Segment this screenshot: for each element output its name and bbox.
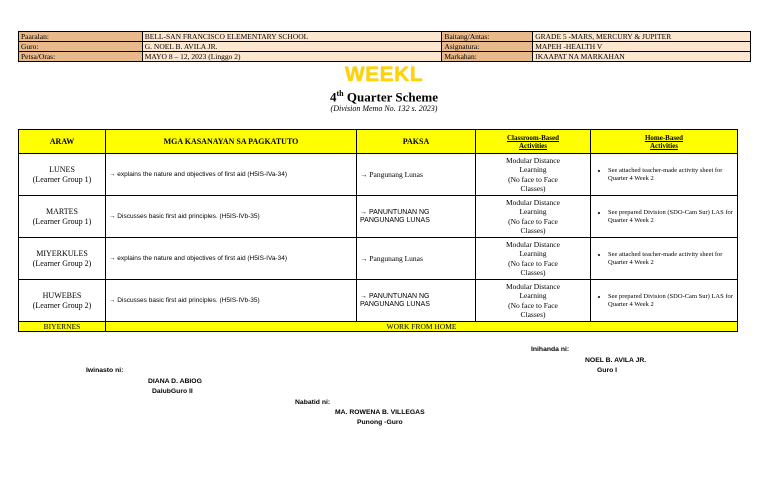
learner-group: (Learner Group 2) (32, 300, 92, 310)
subject-label: Asignatura: (442, 42, 533, 52)
prepared-by-name: NOEL B. AVILA JR. (585, 357, 647, 364)
noted-by-title: Punong -Guro (357, 419, 403, 426)
learner-group: (Learner Group 1) (32, 174, 92, 184)
mode-line: Learning (519, 165, 547, 174)
grade-value: GRADE 5 -MARS, MERCURY & JUPITER (533, 32, 751, 42)
table-row (19, 196, 738, 238)
table-row (19, 280, 738, 322)
quarter-label: Markahan: (442, 52, 533, 62)
col-header-competency: MGA KASANAYAN SA PAGKATUTO (106, 130, 357, 154)
classroom-activity-cell (476, 280, 591, 322)
classroom-activity-cell (476, 154, 591, 196)
classroom-header-line2: Activities (519, 141, 547, 150)
checked-by-title: DalubGuro II (152, 388, 193, 395)
header-row-teacher (19, 42, 751, 52)
home-header-line1: Home-Based (644, 133, 684, 142)
quarter-scheme-text: Quarter Scheme (343, 89, 438, 105)
learner-group: (Learner Group 2) (32, 258, 92, 268)
mode-line: Modular Distance (506, 239, 560, 249)
col-header-home (591, 130, 738, 154)
checked-by-label: Iwinasto ni: (86, 367, 124, 374)
col-header-topic: PAKSA (357, 130, 476, 154)
competency-cell: → Discusses basic first aid principles. (H5IS-IVb-35) (106, 280, 357, 322)
subject-value: MAPEH -HEALTH V (533, 42, 751, 52)
mode-line: Classes) (520, 268, 546, 277)
mode-line: Classes) (520, 226, 546, 235)
mode-line: Modular Distance (506, 155, 560, 165)
noted-by-label: Nabatid ni: (295, 399, 331, 406)
mode-line: Modular Distance (506, 197, 560, 207)
day-cell (19, 154, 106, 196)
header-info-table (18, 31, 751, 62)
weekly-title: WEEKL (344, 63, 424, 86)
mode-line: Classes) (520, 184, 546, 193)
activity-item: • See attached teacher-made activity sheet for Quarter 4 Week 2 (608, 167, 734, 183)
table-row (19, 154, 738, 196)
checked-by-name: DIANA D. ABIOG (148, 378, 202, 385)
home-activity-cell (591, 280, 738, 322)
mode-line: Learning (519, 249, 547, 258)
title-block (0, 64, 768, 114)
activity-item: • See prepared Division (SDO-Cam Sur) LAS for Quarter 4 Week 2 (608, 293, 734, 309)
friday-day-cell: BIYERNES (19, 322, 106, 332)
home-header-line2: Activities (650, 141, 678, 150)
col-header-classroom (476, 130, 591, 154)
quarter-suffix: th (336, 89, 344, 98)
mode-line: (No face to Face (508, 300, 558, 310)
weekly-plan-table (18, 129, 738, 332)
mode-line: (No face to Face (508, 174, 558, 184)
plan-header-row (19, 130, 738, 154)
home-activity-cell (591, 154, 738, 196)
day-cell (19, 280, 106, 322)
day-cell (19, 196, 106, 238)
classroom-activity-cell (476, 196, 591, 238)
header-row-date (19, 52, 751, 62)
teacher-value: G. NOEL B. AVILA JR. (142, 42, 442, 52)
activity-item: • See attached teacher-made activity sheet for Quarter 4 Week 2 (608, 251, 734, 267)
topic-cell: → Pangunang Lunas (357, 238, 476, 280)
prepared-by-label: Inihanda ni: (531, 346, 570, 353)
topic-cell: → Pangunang Lunas (357, 154, 476, 196)
day-name: MIYERKULES (36, 248, 88, 258)
competency-cell: → Discusses basic first aid principles. (H5IS-IVb-35) (106, 196, 357, 238)
activity-item: • See prepared Division (SDO-Cam Sur) LAS for Quarter 4 Week 2 (608, 209, 734, 225)
school-value: BELL-SAN FRANCISCO ELEMENTARY SCHOOL (142, 32, 442, 42)
teacher-label: Guro: (19, 42, 143, 52)
classroom-header-line1: Classroom-Based (507, 133, 559, 142)
day-name: LUNES (49, 164, 75, 174)
competency-cell: → explains the nature and objectives of first aid (H5IS-IVa-34) (106, 238, 357, 280)
home-activity-cell (591, 238, 738, 280)
grade-label: Baitang/Antas: (442, 32, 533, 42)
table-row (19, 238, 738, 280)
prepared-by-title: Guro I (597, 367, 618, 374)
mode-line: Learning (519, 207, 547, 216)
competency-cell: → explains the nature and objectives of first aid (H5IS-IVa-34) (106, 154, 357, 196)
quarter-number: 4 (330, 89, 337, 105)
mode-line: Classes) (520, 310, 546, 319)
division-memo: (Division Memo No. 132 s. 2023) (330, 104, 438, 114)
home-activity-cell (591, 196, 738, 238)
topic-cell: → PANUNTUNAN NG PANGUNANG LUNAS (357, 196, 476, 238)
day-name: MARTES (46, 206, 78, 216)
col-header-day: ARAW (19, 130, 106, 154)
mode-line: Modular Distance (506, 281, 560, 291)
date-value: MAYO 8 – 12, 2023 (Linggo 2) (142, 52, 442, 62)
quarter-scheme-title (0, 86, 768, 104)
quarter-value: IKAAPAT NA MARKAHAN (533, 52, 751, 62)
friday-row (19, 322, 738, 332)
day-cell (19, 238, 106, 280)
school-label: Paaralan: (19, 32, 143, 42)
noted-by-name: MA. ROWENA B. VILLEGAS (335, 409, 425, 416)
work-from-home-cell: WORK FROM HOME (106, 322, 738, 332)
learner-group: (Learner Group 1) (32, 216, 92, 226)
mode-line: (No face to Face (508, 216, 558, 226)
classroom-activity-cell (476, 238, 591, 280)
day-name: HUWEBES (42, 290, 82, 300)
topic-cell: → PANUNTUNAN NG PANGUNANG LUNAS (357, 280, 476, 322)
header-row-school (19, 32, 751, 42)
mode-line: (No face to Face (508, 258, 558, 268)
date-label: Petsa/Oras: (19, 52, 143, 62)
mode-line: Learning (519, 291, 547, 300)
